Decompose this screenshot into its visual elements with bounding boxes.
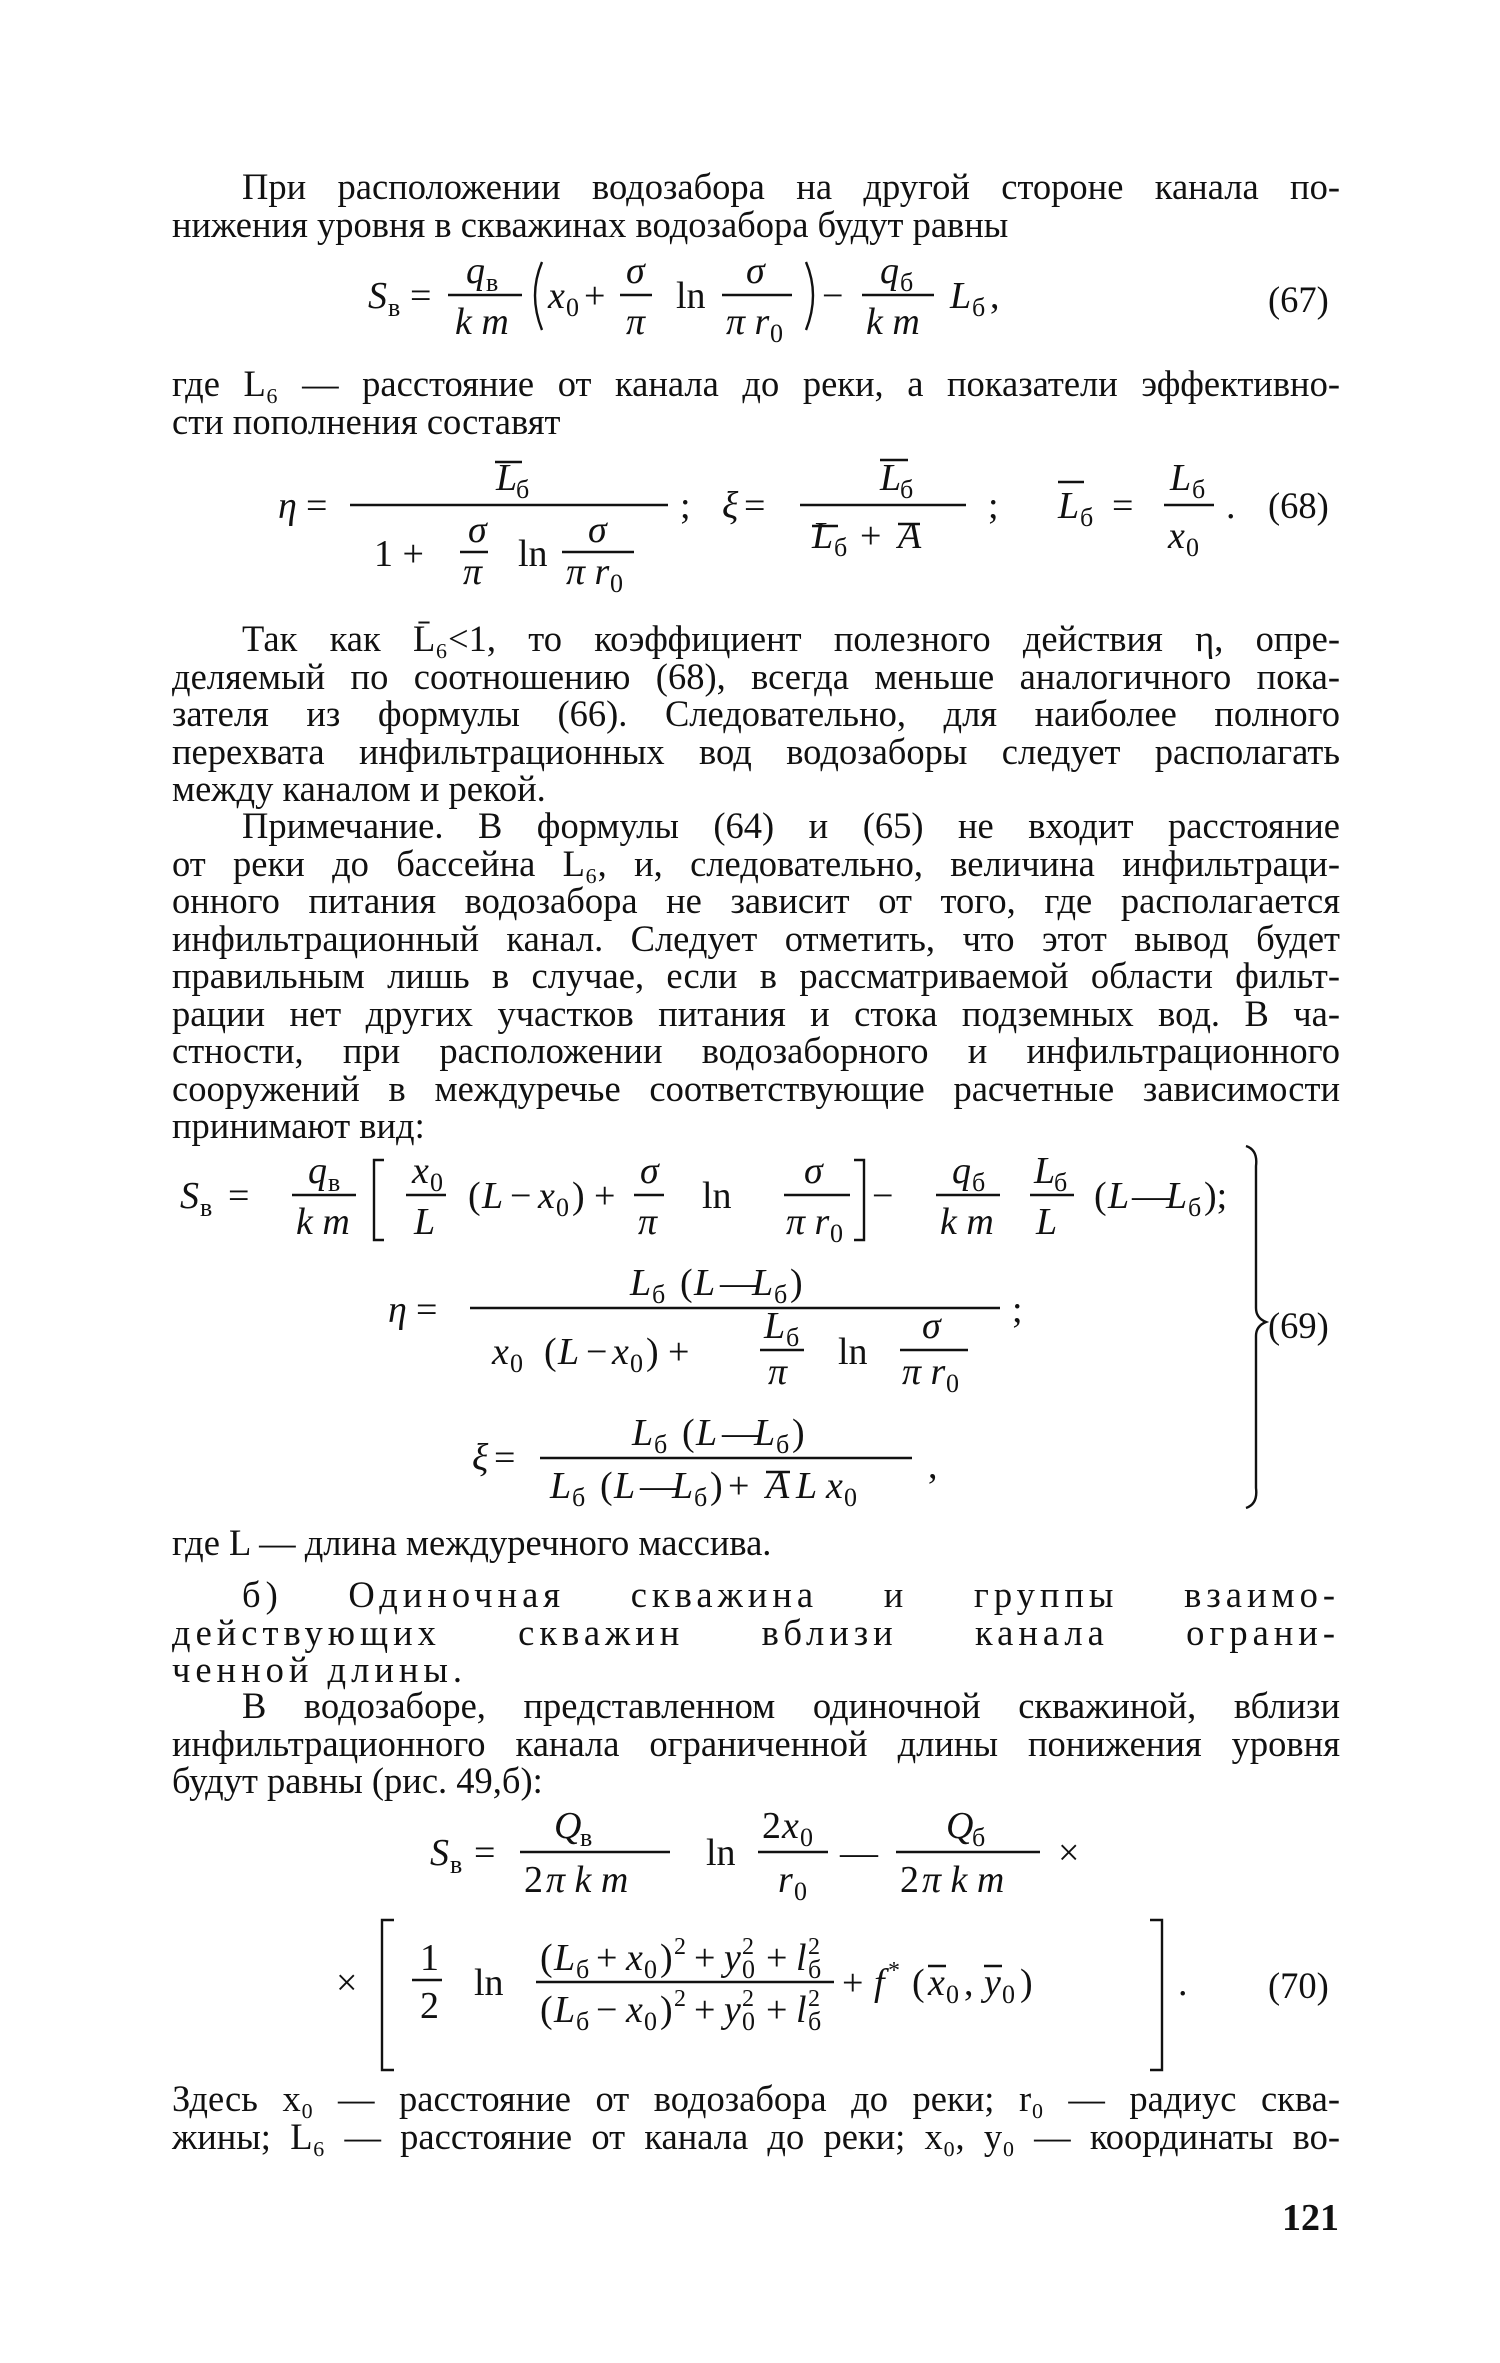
formula-70-line1: [430, 1805, 1079, 1906]
svg-text:x: x: [538, 1175, 555, 1217]
svg-text:+: +: [694, 1937, 716, 1979]
svg-text:r: r: [778, 1859, 793, 1901]
text-line: будут равны (рис. 49,б):: [172, 1760, 543, 1801]
svg-text:(: (: [1094, 1175, 1107, 1217]
svg-text:+: +: [584, 275, 606, 317]
svg-text:(: (: [544, 1331, 557, 1373]
text-line: рации нет других участков питания и стока подземных вод. В ча-: [172, 992, 1340, 1034]
svg-text:x: x: [412, 1150, 429, 1192]
svg-text:1: 1: [420, 1937, 439, 1979]
svg-text:0: 0: [844, 1483, 857, 1512]
svg-text:б: б: [774, 1280, 788, 1309]
svg-text:L: L: [950, 275, 972, 317]
svg-text:.: .: [1226, 485, 1236, 527]
svg-text:x: x: [492, 1331, 509, 1373]
svg-text:0: 0: [830, 1219, 843, 1248]
svg-text:*: *: [888, 1958, 900, 1984]
svg-text:б: б: [516, 475, 530, 504]
svg-text:+: +: [694, 1989, 716, 2031]
svg-text:0: 0: [794, 1877, 807, 1906]
svg-text:б: б: [576, 2007, 590, 2036]
svg-text:ln: ln: [706, 1832, 736, 1874]
text-line: Здесь x₀ — расстояние от водозабора до реки; r₀ — радиус сква-: [172, 2078, 1340, 2119]
svg-text:(: (: [540, 1989, 553, 2031]
svg-text:0: 0: [742, 2007, 755, 2036]
svg-text:L: L: [1058, 485, 1080, 527]
svg-text:): ): [660, 1937, 673, 1979]
svg-text:σ: σ: [640, 1150, 659, 1192]
svg-text:ln: ln: [702, 1175, 732, 1217]
svg-text:ln: ln: [474, 1962, 504, 2004]
svg-text:π r: π r: [566, 551, 610, 593]
equation-number: (67): [1268, 279, 1329, 320]
svg-text:x: x: [612, 1331, 629, 1373]
svg-text:в: в: [580, 1823, 593, 1852]
svg-text:—: —: [640, 1465, 678, 1507]
svg-text:б: б: [652, 1280, 666, 1309]
svg-text:(: (: [600, 1465, 613, 1507]
svg-text:x: x: [548, 275, 565, 317]
svg-text:,: ,: [928, 1445, 938, 1487]
text-line: Так как L̄₆<1, то коэффициент полезного действия η, опре-: [242, 618, 1340, 659]
text-line: Примечание. В формулы (64) и (65) не входит расстояние: [242, 805, 1340, 846]
svg-text:A: A: [898, 515, 922, 557]
svg-text:L: L: [414, 1201, 436, 1243]
svg-text:0: 0: [946, 1980, 959, 2009]
svg-text:): ): [790, 1262, 803, 1304]
text-line: где L — длина междуречного массива.: [172, 1522, 772, 1563]
svg-text:;: ;: [1012, 1289, 1023, 1331]
svg-text:—: —: [720, 1262, 758, 1304]
svg-text:0: 0: [946, 1369, 959, 1398]
svg-text:);: );: [1204, 1175, 1228, 1217]
svg-text:(: (: [540, 1937, 553, 1979]
svg-text:б: б: [786, 1323, 800, 1352]
svg-text:,: ,: [964, 1962, 974, 2004]
svg-text:): ): [660, 1989, 673, 2031]
svg-text:+: +: [842, 1962, 864, 2004]
svg-text:2: 2: [808, 1934, 820, 1960]
svg-text:−: −: [872, 1175, 894, 1217]
svg-text:f: f: [874, 1962, 885, 2004]
svg-text:0: 0: [742, 1955, 755, 1984]
svg-text:0: 0: [800, 1823, 813, 1852]
svg-text:ln: ln: [838, 1331, 868, 1373]
svg-text:0: 0: [610, 569, 623, 598]
svg-text:2: 2: [420, 1985, 439, 2027]
formula-70-line2: [336, 1920, 1188, 2070]
text-line: где L₆ — расстояние от канала до реки, а показатели эффективно-: [172, 363, 1340, 404]
svg-text:k m: k m: [866, 301, 920, 343]
svg-text:L: L: [754, 1412, 776, 1454]
svg-text:+: +: [668, 1331, 690, 1373]
text-line: зателя из формулы (66). Следовательно, для наиболее полного: [172, 693, 1340, 734]
svg-text:0: 0: [510, 1349, 523, 1378]
svg-text:π r: π r: [902, 1351, 946, 1393]
svg-text:σ: σ: [804, 1150, 823, 1192]
svg-text:q: q: [952, 1150, 971, 1192]
text-line: деляемый по соотношению (68), всегда меньше аналогичного пока-: [172, 655, 1340, 697]
svg-text:L: L: [632, 1412, 654, 1454]
svg-text:2: 2: [524, 1859, 543, 1901]
svg-text:−: −: [822, 275, 844, 317]
text-line: В водозаборе, представленном одиночной скважиной, вблизи: [242, 1685, 1340, 1726]
svg-text:−: −: [510, 1175, 532, 1217]
svg-text:): ): [646, 1331, 659, 1373]
svg-text:π: π: [638, 1201, 658, 1243]
svg-text:2: 2: [742, 1986, 754, 2012]
svg-text:в: в: [486, 268, 499, 297]
svg-text:L: L: [796, 1465, 818, 1507]
svg-text:2: 2: [742, 1934, 754, 1960]
svg-text:): ): [1020, 1962, 1033, 2004]
svg-text:=: =: [410, 275, 432, 317]
svg-text:+: +: [728, 1465, 750, 1507]
svg-text:η: η: [388, 1289, 407, 1331]
svg-text:б: б: [1080, 503, 1094, 532]
svg-text:;: ;: [680, 485, 691, 527]
svg-text:σ: σ: [922, 1305, 941, 1347]
svg-text:L: L: [496, 457, 518, 499]
svg-text:π r: π r: [726, 301, 770, 343]
svg-text:A: A: [766, 1465, 790, 1507]
svg-text:б: б: [972, 1823, 986, 1852]
svg-text:L: L: [558, 1331, 580, 1373]
svg-text:0: 0: [1002, 1980, 1015, 2009]
svg-text:x: x: [626, 1989, 643, 2031]
svg-text:в: в: [200, 1193, 213, 1222]
svg-text:б: б: [1192, 475, 1206, 504]
svg-text:σ: σ: [746, 250, 765, 292]
svg-text:(: (: [682, 1412, 695, 1454]
paragraph-here: [172, 2080, 1340, 2155]
svg-text:): ): [572, 1175, 585, 1217]
svg-text:=: =: [228, 1175, 250, 1217]
svg-text:L: L: [554, 1989, 576, 2031]
svg-text:L: L: [672, 1465, 694, 1507]
svg-text:2: 2: [674, 1986, 686, 2012]
svg-text:б: б: [808, 2007, 822, 2036]
svg-text:L: L: [880, 457, 902, 499]
svg-text:L: L: [630, 1262, 652, 1304]
svg-text:π: π: [768, 1351, 788, 1393]
text-line: стности, при расположении водозаборного и инфильтрационного: [172, 1030, 1340, 1071]
svg-text:x: x: [826, 1465, 843, 1507]
text-line: принимают вид:: [172, 1105, 425, 1146]
svg-text:q: q: [308, 1150, 327, 1192]
svg-text:η: η: [278, 485, 297, 527]
svg-text:L: L: [764, 1305, 786, 1347]
svg-text:ln: ln: [676, 275, 706, 317]
svg-text:σ: σ: [626, 250, 645, 292]
svg-text:×: ×: [1058, 1832, 1080, 1874]
svg-text:2: 2: [900, 1859, 919, 1901]
svg-text:0: 0: [770, 319, 783, 348]
svg-text:2: 2: [762, 1805, 781, 1847]
svg-text:б: б: [1054, 1168, 1068, 1197]
svg-text:L: L: [614, 1465, 636, 1507]
svg-text:q: q: [466, 250, 485, 292]
svg-text:L: L: [554, 1937, 576, 1979]
svg-text:2: 2: [808, 1986, 820, 2012]
svg-text:—: —: [840, 1832, 878, 1874]
svg-text:1 +: 1 +: [374, 533, 424, 575]
svg-text:σ: σ: [468, 509, 487, 551]
svg-text:0: 0: [566, 293, 579, 322]
svg-text:+: +: [596, 1937, 618, 1979]
svg-text:=: =: [744, 485, 766, 527]
svg-text:−: −: [596, 1989, 618, 2031]
svg-text:=: =: [494, 1437, 516, 1479]
svg-text:q: q: [880, 250, 899, 292]
svg-text:x: x: [928, 1962, 945, 2004]
svg-text:π r: π r: [786, 1201, 830, 1243]
text-line: от реки до бассейна L₆, и, следовательно, величина инфильтраци-: [172, 842, 1340, 884]
svg-text:в: в: [450, 1850, 463, 1879]
svg-text:S: S: [368, 275, 387, 317]
svg-text:б: б: [1188, 1193, 1202, 1222]
svg-text:L: L: [694, 1262, 716, 1304]
svg-text:0: 0: [644, 1955, 657, 1984]
svg-text:L: L: [1170, 457, 1192, 499]
svg-text:y: y: [724, 1989, 741, 2031]
text-line: нижения уровня в скважинах водозабора будут равны: [172, 203, 1009, 245]
svg-text:S: S: [180, 1175, 199, 1217]
svg-text:б: б: [972, 1168, 986, 1197]
svg-text:π k m: π k m: [922, 1859, 1005, 1901]
svg-text:0: 0: [630, 1349, 643, 1378]
svg-text:x: x: [1168, 515, 1185, 557]
equation-number: (70): [1268, 1965, 1329, 2006]
svg-text:б: б: [834, 533, 848, 562]
svg-text:+: +: [766, 1989, 788, 2031]
svg-text:(: (: [912, 1962, 925, 2004]
text-line: правильным лишь в случае, если в рассматриваемой области фильт-: [172, 955, 1340, 996]
text-line: жины; L₆ — расстояние от канала до реки; x₀, y₀ — координаты во-: [172, 2115, 1340, 2157]
svg-text:б: б: [900, 268, 914, 297]
equation-number: (69): [1268, 1305, 1329, 1346]
svg-text:б: б: [654, 1430, 668, 1459]
text-line: действующих скважин вблизи канала ограни-: [172, 1611, 1340, 1653]
svg-text:×: ×: [336, 1962, 358, 2004]
svg-text:ln: ln: [518, 533, 548, 575]
svg-text:k m: k m: [940, 1201, 994, 1243]
text-line: сти пополнения составят: [172, 400, 561, 442]
svg-text:0: 0: [644, 2007, 657, 2036]
svg-text:=: =: [306, 485, 328, 527]
svg-text:k m: k m: [455, 301, 509, 343]
svg-text:(: (: [468, 1175, 481, 1217]
svg-text:=: =: [1112, 485, 1134, 527]
svg-text:(: (: [680, 1262, 693, 1304]
svg-text:б: б: [572, 1483, 586, 1512]
svg-text:L: L: [752, 1262, 774, 1304]
svg-text:): ): [710, 1465, 723, 1507]
svg-text:0: 0: [430, 1168, 443, 1197]
svg-text:L: L: [1034, 1150, 1056, 1192]
text-line: сооружений в междуречье соответствующие расчетные зависимости: [172, 1067, 1340, 1109]
svg-text:π: π: [463, 551, 483, 593]
text-line: инфильтрационный канал. Следует отметить, что этот вывод будет: [172, 917, 1340, 959]
text-line: между каналом и рекой.: [172, 768, 546, 809]
text-line: При расположении водозабора на другой стороне канала по-: [242, 166, 1340, 207]
svg-text:б: б: [694, 1483, 708, 1512]
svg-text:x: x: [626, 1937, 643, 1979]
svg-text:y: y: [984, 1962, 1001, 2004]
svg-text:0: 0: [1186, 533, 1199, 562]
svg-text:π: π: [626, 301, 646, 343]
equation-number: (68): [1268, 485, 1329, 526]
svg-text:б: б: [808, 1955, 822, 1984]
svg-text:—: —: [1132, 1175, 1170, 1217]
svg-text:0: 0: [556, 1193, 569, 1222]
text-line: перехвата инфильтрационных вод водозаборы следует располагать: [172, 730, 1340, 772]
text-line: онного питания водозабора не зависит от того, где располагается: [172, 880, 1340, 921]
svg-text:−: −: [586, 1331, 608, 1373]
svg-text:=: =: [416, 1289, 438, 1331]
svg-text:—: —: [722, 1412, 760, 1454]
svg-text:L: L: [812, 515, 834, 557]
svg-text:): ): [792, 1412, 805, 1454]
svg-text:+: +: [766, 1937, 788, 1979]
svg-text:,: ,: [990, 275, 1000, 317]
svg-text:L: L: [550, 1465, 572, 1507]
svg-text:π k m: π k m: [546, 1859, 629, 1901]
svg-text:S: S: [430, 1832, 449, 1874]
svg-text:2: 2: [674, 1934, 686, 1960]
svg-text:x: x: [782, 1805, 799, 1847]
svg-text:l: l: [796, 1989, 807, 2031]
svg-text:б: б: [972, 293, 986, 322]
svg-text:б: б: [576, 1955, 590, 1984]
svg-text:L: L: [696, 1412, 718, 1454]
svg-text:в: в: [328, 1168, 341, 1197]
svg-text:σ: σ: [588, 509, 607, 551]
svg-text:L: L: [1166, 1175, 1188, 1217]
svg-text:в: в: [388, 293, 401, 322]
svg-text:ξ: ξ: [722, 485, 739, 527]
svg-text:Q: Q: [946, 1805, 974, 1847]
svg-text:=: =: [474, 1832, 496, 1874]
svg-text:.: .: [1178, 1962, 1188, 2004]
svg-text:l: l: [796, 1937, 807, 1979]
svg-text:б: б: [776, 1430, 790, 1459]
svg-text:Q: Q: [554, 1805, 582, 1847]
svg-text:+: +: [860, 515, 882, 557]
page-number: 121: [1282, 2197, 1339, 2239]
svg-text:L: L: [1108, 1175, 1130, 1217]
svg-text:k m: k m: [296, 1201, 350, 1243]
text-line: ченной длины.: [172, 1649, 468, 1690]
svg-text:L: L: [1036, 1201, 1058, 1243]
svg-text:;: ;: [988, 485, 999, 527]
svg-text:L: L: [482, 1175, 504, 1217]
text-line: б) Одиночная скважина и группы взаимо-: [242, 1574, 1340, 1615]
text-line: инфильтрационного канала ограниченной длины понижения уровня: [172, 1722, 1340, 1764]
svg-text:б: б: [900, 475, 914, 504]
svg-text:ξ: ξ: [472, 1437, 489, 1479]
svg-text:+: +: [594, 1175, 616, 1217]
svg-text:y: y: [724, 1937, 741, 1979]
